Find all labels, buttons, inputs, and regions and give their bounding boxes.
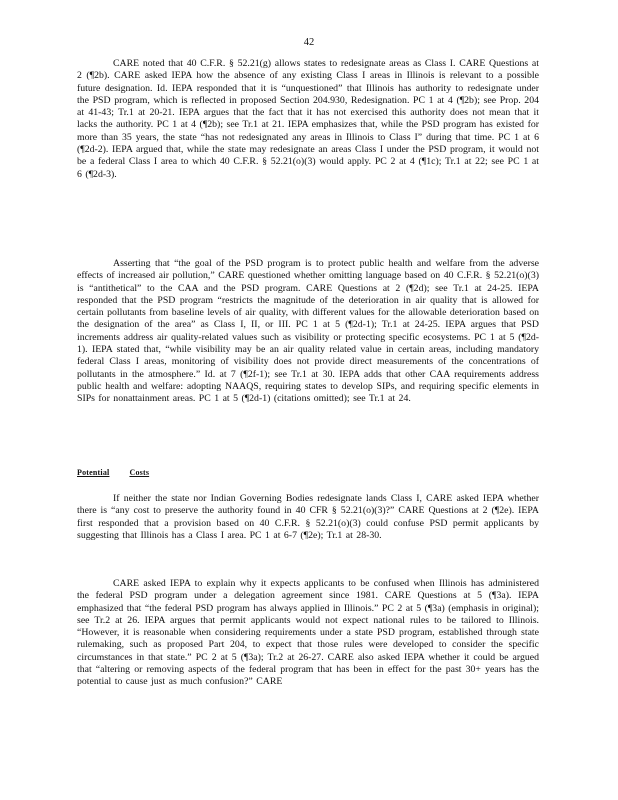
page-number: 42: [303, 37, 315, 48]
paragraph-psd-goal: Asserting that “the goal of the PSD program is to protect public health and welfare from the adverse effects of increased air pollution,” CARE questioned whether omitting language based on 40 C.F.R. § 52.21(o)(3) is “antithetical” to the CAA and the PSD program. CARE Questions at 2 (¶2d); see Tr.1 at 24-25. IEPA responded that the PSD program “restricts the magnitude of the deterioration in air quality that is allowed for certain pollutants from baseline levels of air quality, with different values for the allowable deterioration based on the designation of the area” as Class I, II, or III. PC 1 at 5 (¶2d-1); Tr.1 at 24-25. IEPA argues that PSD increments address air quality-related values such as visibility or protecting specific ecosystems. PC 1 at 5 (¶2d-1). IEPA stated that, “while visibility may be an air quality related value in certain areas, including mandatory federal Class I areas, monitoring of visibility does not provide direct measurements of the concentrations of pollutants in the atmosphere.” Id. at 7 (¶2f-1); see Tr.1 at 30. IEPA adds that other CAA requirements address public health and welfare: adopting NAAQS, requiring states to develop SIPs, and requiring specific elements in SIPs for nonattainment areas. PC 1 at 5 (¶2d-1) (citations omitted); see Tr.1 at 24.: [77, 258, 539, 405]
paragraph-cost-to-preserve: If neither the state nor Indian Governing Bodies redesignate lands Class I, CARE asked IEPA whether there is “any cost to preserve the authority found in 40 CFR § 52.21(o)(3)?” CARE Questions at 2 (¶2e). IEPA first responded that a provision based on 40 C.F.R. § 52.21(o)(3) could confuse PSD permit applicants by suggesting that Illinois has a Class I area. PC 1 at 6-7 (¶2e); Tr.1 at 28-30.: [77, 493, 539, 541]
paragraph-class-i-redesignation: CARE noted that 40 C.F.R. § 52.21(g) allows states to redesignate areas as Class I. CARE Questions at 2 (¶2b). CARE asked IEPA how the absence of any existing Class I areas in Illinois is relevant to a possible future designation. Id. IEPA responded that it is “unquestioned” that Illinois has authority to redesignate under the PSD program, which is reflected in proposed Section 204.930, Redesignation. PC 1 at 4 (¶2b); see Prop. 204 at 41-43; Tr.1 at 20-21. IEPA argues that the fact that it has not exercised this authority does not mean that it lacks the authority. PC 1 at 4 (¶2b); see Tr.1 at 21. IEPA emphasizes that, while the PSD program has existed for more than 35 years, the state “has not redesignated any areas in Illinois to Class I” during that time. PC 1 at 6 (¶2d-2). IEPA argued that, while the state may redesignate an areas Class I under the PSD program, it would not be a federal Class I area to which 40 C.F.R. § 52.21(o)(3) would apply. PC 2 at 4 (¶1c); Tr.1 at 22; see PC 1 at 6 (¶2d-3).: [77, 58, 539, 180]
heading-word-potential: Potential: [77, 468, 110, 477]
section-heading-potential-costs: [77, 467, 169, 479]
paragraph-applicant-confusion: CARE asked IEPA to explain why it expects applicants to be confused when Illinois has administered the federal PSD program under a delegation agreement since 1981. CARE Questions at 5 (¶3a). IEPA emphasized that “the federal PSD program has always applied in Illinois.” PC 2 at 5 (¶3a) (emphasis in original); see Tr.2 at 26. IEPA argues that permit applicants would not expect national rules to be tailored to Illinois. “However, it is reasonable when considering requirements under a state PSD program, established through state rulemaking, such as proposed Part 204, to expect that those rules were developed to consider the specific circumstances in that state.” PC 2 at 5 (¶3a); Tr.2 at 26-27. CARE also asked IEPA whether it could be argued that “altering or removing aspects of the federal program that has been in effect for the past 30+ years has the potential to cause just as much confusion?” CARE: [77, 578, 539, 688]
heading-word-costs: Costs: [129, 468, 150, 477]
